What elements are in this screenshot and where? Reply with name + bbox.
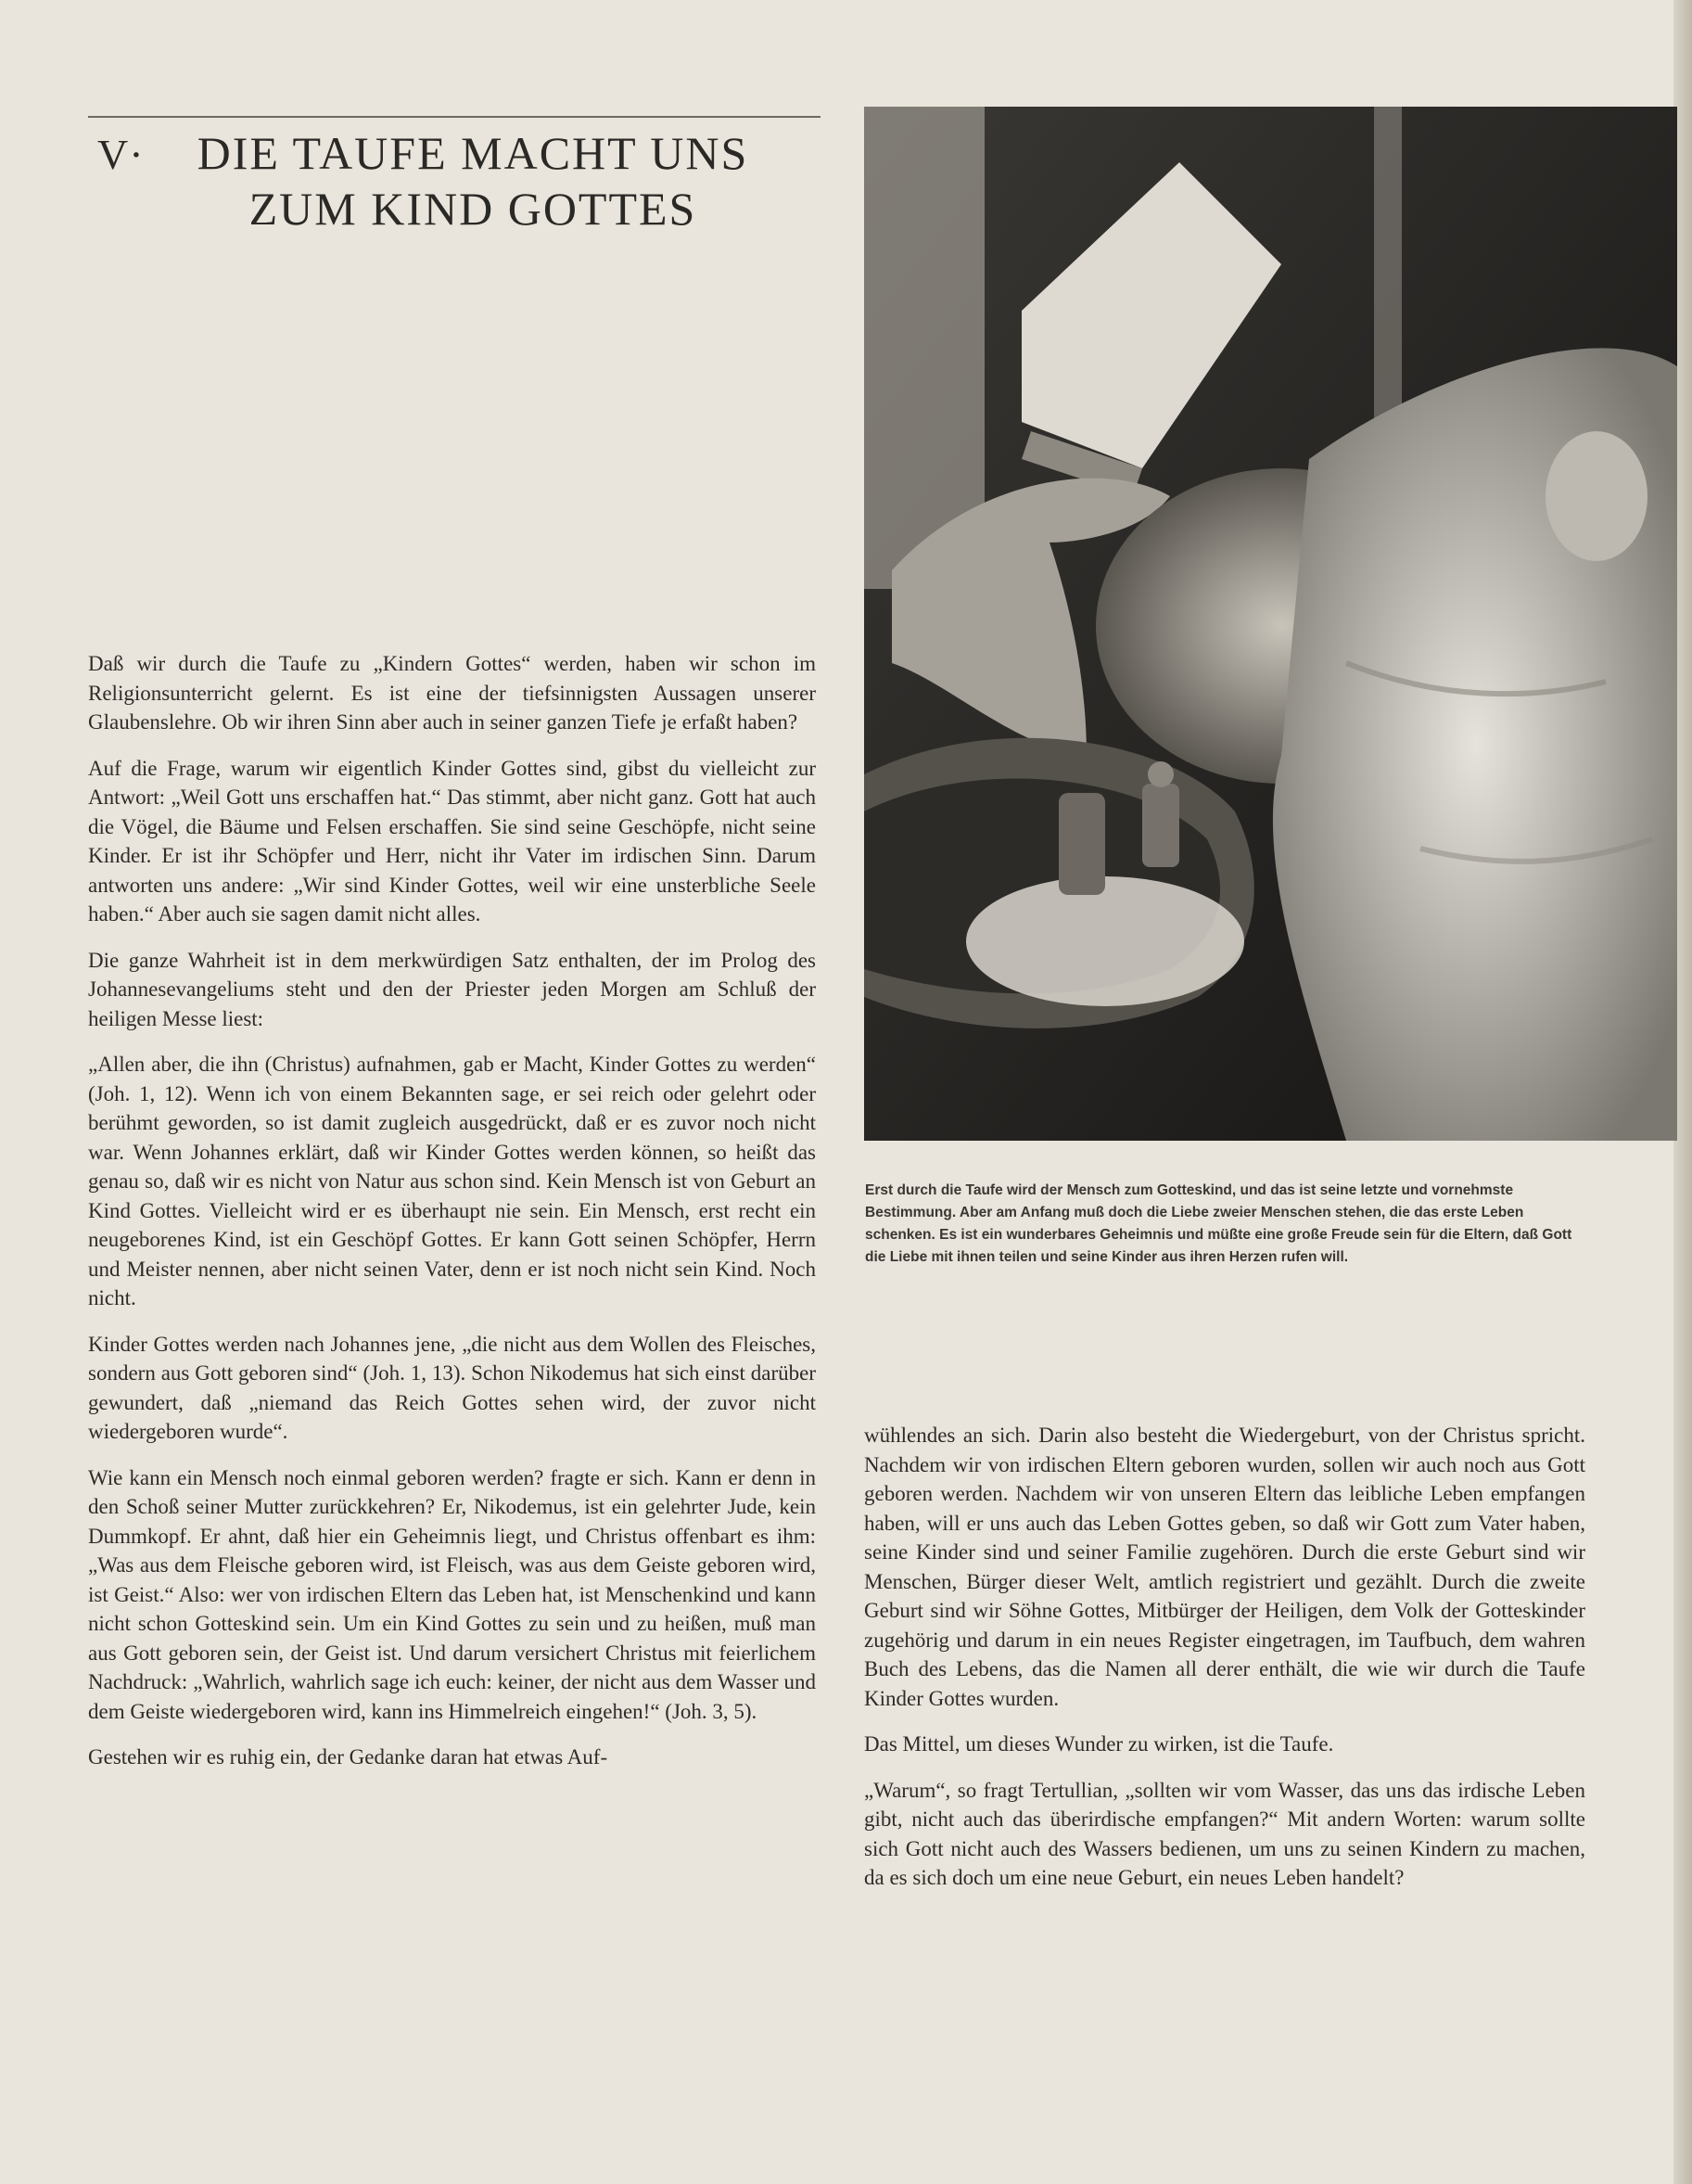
paragraph: Kinder Gottes werden nach Johannes jene, „die nicht aus dem Wollen des Fleisches, sondern aus Gott geboren sind“ (Joh. 1, 13). Schon Nikodemus hat sich einst darüber gewundert, daß „niemand das Reich Gottes sehen wird, der zuvor nicht wiedergeboren wurde“. (88, 1332, 816, 1443)
paragraph: wühlendes an sich. Darin also besteht die Wiedergeburt, von der Christus spricht. Nachdem wir von irdischen Eltern geboren wurden, sollen wir auch noch aus Gott geboren werden. Nachdem wir von unseren Eltern das leibliche Leben empfangen haben, will er uns auch das Leben Gottes geben, so daß wir Gott zum Vater haben, seine Kinder sind und seiner Familie zugehören. Durch die erste Geburt sind wir Menschen, Bürger dieser Welt, amtlich registriert und gezählt. Durch die zweite Geburt sind wir Söhne Gottes, Mitbürger der Heiligen, dem Volk der Gotteskinder zugehörig und darum in ein neues Register eingetragen, im Taufbuch, dem wahren Buch des Lebens, das die Namen all derer enthält, die wie wir durch die Taufe Kinder Gottes wurden. (864, 1424, 1585, 1710)
paragraph: Daß wir durch die Taufe zu „Kindern Gottes“ werden, haben wir schon im Religionsunterricht gelernt. Es ist eine der tiefsinnigsten Aussagen unserer Glaubenslehre. Ob wir ihren Sinn aber auch in seiner ganzen Tiefe je erfaßt haben? (88, 652, 816, 734)
paragraph: Auf die Frage, warum wir eigentlich Kinder Gottes sind, gibst du vielleicht zur Antwort: „Weil Gott uns erschaffen hat.“ Das stimmt, aber nicht ganz. Gott hat auch die Vögel, die Bäume und Felsen erschaffen. Sie sind seine Geschöpfe, nicht seine Kinder. Er ist ihr Schöpfer und Herr, nicht ihr Vater im irdischen Sinn. Darum antworten uns andere: „Wir sind Kinder Gottes, weil wir eine unsterbliche Seele haben.“ Aber auch sie sagen damit nicht alles. (88, 756, 816, 926)
header-rule (88, 116, 821, 118)
paragraph: Gestehen wir es ruhig ein, der Gedanke daran hat etwas Auf- (88, 1745, 608, 1769)
left-column (88, 649, 816, 1789)
chapter-title-line-2: ZUM KIND GOTTES (248, 183, 697, 235)
paragraph: Das Mittel, um dieses Wunder zu wirken, ist die Taufe. (864, 1732, 1334, 1756)
chapter-title (185, 125, 760, 236)
right-column (864, 1421, 1585, 1909)
baptism-photo (864, 107, 1677, 1141)
photo-caption: Erst durch die Taufe wird der Mensch zum Gotteskind, und das ist seine letzte und vornehmste Bestimmung. Aber am Anfang muß doch die Liebe zweier Menschen stehen, die das erste Leben schenken. Es ist ein wunderbares Geheimnis und müßte eine große Freude sein für die Eltern, daß Gott die Liebe mit ihnen teilen und seine Kinder aus ihren Herzen rufen will. (865, 1182, 1572, 1265)
paragraph: Wie kann ein Mensch noch einmal geboren werden? fragte er sich. Kann er denn in den Schoß seiner Mutter zurückkehren? Er, Nikodemus, ist ein gelehrter Jude, kein Dummkopf. Er ahnt, daß hier ein Geheimnis liegt, und Christus offenbart es ihm: „Was aus dem Fleische geboren wird, ist Fleisch, was aus dem Geiste geboren wird, ist Geist.“ Also: wer von irdischen Eltern das Leben hat, ist Menschenkind und kann nicht schon Gotteskind sein. Um ein Kind Gottes zu sein und zu heißen, muß man aus Gott geboren sein, der Geist ist. Und darum versichert Christus mit feierlichem Nachdruck: „Wahrlich, wahrlich sage ich euch: keiner, der nicht aus dem Wasser und dem Geiste wiedergeboren wird, kann ins Himmelreich eingehen!“ (Joh. 3, 5). (88, 1465, 816, 1723)
chapter-title-line-1: DIE TAUFE MACHT UNS (197, 127, 749, 179)
paragraph: „Allen aber, die ihn (Christus) aufnahmen, gab er Macht, Kinder Gottes zu werden“ (Joh. 1, 12). Wenn ich von einem Bekannten sage, er sei reich oder gelehrt oder berühmt geworden, so ist damit zugleich ausgedrückt, daß er es zuvor noch nicht war. Wenn Johannes erklärt, daß wir Kinder Gottes werden können, so heißt das genau so, daß wir es nicht von Natur aus schon sind. Kein Mensch ist von Geburt an Kind Gottes. Vielleicht wird er es überhaupt nie sein. Ein Mensch, erst recht ein neugeborenes Kind, ist ein Geschöpf Gottes. Er kann Gott seinen Schöpfer, Herrn und Meister nennen, aber nicht seinen Vater, denn er ist noch nicht sein Kind. Noch nicht. (88, 1053, 816, 1309)
paragraph: Die ganze Wahrheit ist in dem merkwürdigen Satz enthalten, der im Prolog des Johannesevangeliums steht und den der Priester jeden Morgen am Schluß der heiligen Messe liest: (88, 948, 816, 1030)
paragraph: „Warum“, so fragt Tertullian, „sollten wir vom Wasser, das uns das irdische Leben gibt, nicht auch das überirdische empfangen?“ Mit andern Worten: warum sollte sich Gott nicht auch des Wassers bedienen, um uns zu seinen Kindern zu machen, da es sich doch um eine neue Geburt, ein neues Leben handelt? (864, 1778, 1585, 1889)
chapter-number: V· (97, 131, 145, 178)
